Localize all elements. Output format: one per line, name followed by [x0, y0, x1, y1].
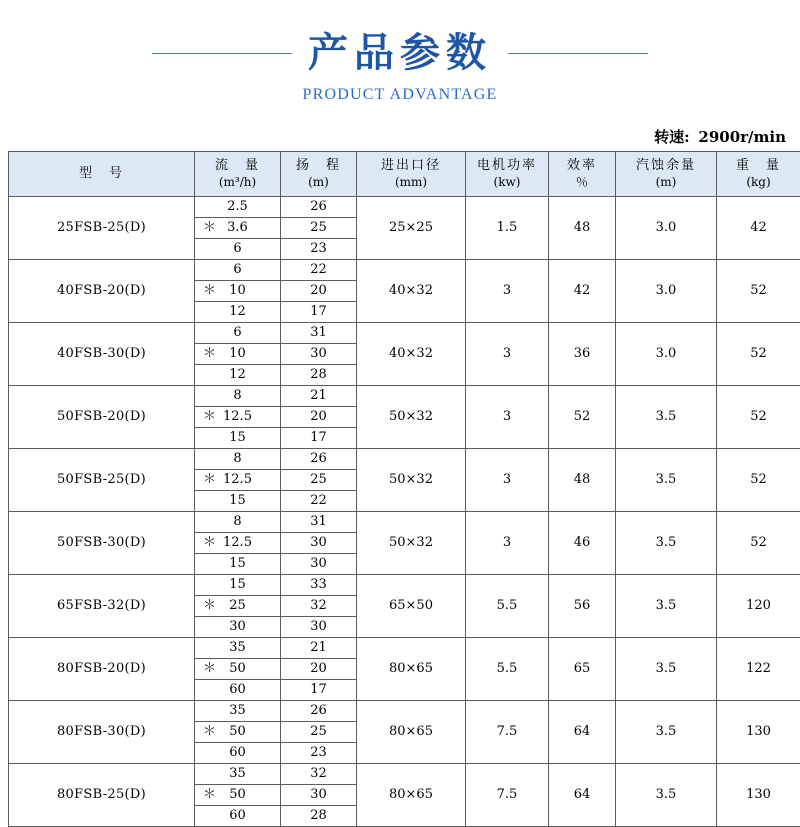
cell-head: 17 — [281, 428, 357, 449]
cell-flow: 30 — [195, 617, 281, 638]
cell-model: 80FSB-25(D) — [9, 764, 195, 827]
title-rule-left — [152, 53, 292, 54]
cell-model: 80FSB-30(D) — [9, 701, 195, 764]
cell-power: 5.5 — [466, 575, 549, 638]
cell-flow: 8 — [195, 449, 281, 470]
cell-power: 3 — [466, 512, 549, 575]
title-row — [0, 30, 800, 76]
cell-head: 26 — [281, 197, 357, 218]
cell-bore: 50×32 — [357, 386, 466, 449]
column-header-flow-main: 流 量 — [195, 158, 280, 174]
column-header-weight — [717, 152, 800, 197]
cell-head: 30 — [281, 533, 357, 554]
cell-power: 3 — [466, 386, 549, 449]
cell-flow: 6 — [195, 323, 281, 344]
table-row — [9, 701, 800, 722]
table-row — [9, 323, 800, 344]
cell-power: 7.5 — [466, 701, 549, 764]
cell-efficiency: 48 — [549, 449, 616, 512]
specification-table — [8, 151, 800, 827]
cell-weight: 52 — [717, 449, 800, 512]
cell-npsh: 3.5 — [616, 575, 717, 638]
cell-head: 23 — [281, 743, 357, 764]
column-header-model — [9, 152, 195, 197]
cell-head: 23 — [281, 239, 357, 260]
column-header-flow — [195, 152, 281, 197]
cell-efficiency: 52 — [549, 386, 616, 449]
cell-bore: 50×32 — [357, 449, 466, 512]
cell-flow: 15 — [195, 428, 281, 449]
column-header-npsh — [616, 152, 717, 197]
cell-model: 50FSB-25(D) — [9, 449, 195, 512]
recommended-star-icon: ＊ — [203, 281, 216, 301]
cell-efficiency: 65 — [549, 638, 616, 701]
cell-npsh: 3.5 — [616, 701, 717, 764]
table-row — [9, 260, 800, 281]
cell-flow: ＊ 10 — [195, 281, 281, 302]
cell-head: 25 — [281, 218, 357, 239]
cell-flow: 15 — [195, 575, 281, 596]
cell-npsh: 3.5 — [616, 512, 717, 575]
rotation-speed-label: 转速: — [654, 128, 690, 146]
column-header-flow-sub: (m³/h) — [195, 175, 280, 190]
cell-weight: 52 — [717, 323, 800, 386]
cell-efficiency: 64 — [549, 701, 616, 764]
cell-flow: 12 — [195, 365, 281, 386]
column-header-head-sub: (m) — [281, 175, 356, 190]
recommended-star-icon: ＊ — [203, 218, 216, 238]
cell-flow: ＊ 50 — [195, 785, 281, 806]
cell-bore: 80×65 — [357, 701, 466, 764]
cell-head: 31 — [281, 512, 357, 533]
column-header-weight-sub: (kg) — [717, 175, 800, 190]
cell-flow: 35 — [195, 764, 281, 785]
cell-weight: 130 — [717, 701, 800, 764]
cell-flow: 6 — [195, 239, 281, 260]
cell-flow: ＊ 25 — [195, 596, 281, 617]
column-header-bore-main: 进出口径 — [357, 158, 465, 174]
cell-head: 28 — [281, 365, 357, 386]
cell-head: 30 — [281, 785, 357, 806]
cell-model: 50FSB-20(D) — [9, 386, 195, 449]
table-row — [9, 764, 800, 785]
cell-flow: ＊ 10 — [195, 344, 281, 365]
column-header-model-main: 型 号 — [9, 166, 194, 182]
column-header-npsh-sub: (m) — [616, 175, 716, 190]
cell-head: 32 — [281, 596, 357, 617]
cell-flow: 60 — [195, 806, 281, 827]
cell-head: 30 — [281, 617, 357, 638]
recommended-star-icon: ＊ — [203, 470, 216, 490]
cell-head: 21 — [281, 386, 357, 407]
cell-head: 26 — [281, 449, 357, 470]
cell-flow: ＊ 50 — [195, 659, 281, 680]
cell-weight: 122 — [717, 638, 800, 701]
table-row — [9, 197, 800, 218]
cell-bore: 65×50 — [357, 575, 466, 638]
column-header-power-sub: (kw) — [466, 175, 548, 190]
cell-head: 31 — [281, 323, 357, 344]
cell-bore: 40×32 — [357, 260, 466, 323]
cell-flow: 6 — [195, 260, 281, 281]
cell-flow: 8 — [195, 386, 281, 407]
table-row — [9, 638, 800, 659]
page-header — [0, 0, 800, 104]
cell-head: 32 — [281, 764, 357, 785]
cell-flow: 60 — [195, 680, 281, 701]
page-subtitle: PRODUCT ADVANTAGE — [0, 86, 800, 104]
cell-head: 33 — [281, 575, 357, 596]
cell-efficiency: 64 — [549, 764, 616, 827]
rotation-speed-value: 2900r/min — [698, 128, 786, 146]
cell-efficiency: 46 — [549, 512, 616, 575]
cell-bore: 40×32 — [357, 323, 466, 386]
cell-model: 65FSB-32(D) — [9, 575, 195, 638]
column-header-efficiency-sub: ％ — [549, 175, 615, 190]
cell-power: 3 — [466, 323, 549, 386]
table-body — [9, 197, 800, 827]
recommended-star-icon: ＊ — [203, 407, 216, 427]
cell-model: 40FSB-20(D) — [9, 260, 195, 323]
cell-npsh: 3.0 — [616, 323, 717, 386]
cell-head: 30 — [281, 554, 357, 575]
cell-power: 3 — [466, 260, 549, 323]
column-header-weight-main: 重 量 — [717, 158, 800, 174]
cell-head: 17 — [281, 302, 357, 323]
cell-head: 25 — [281, 722, 357, 743]
cell-efficiency: 48 — [549, 197, 616, 260]
cell-model: 80FSB-20(D) — [9, 638, 195, 701]
column-header-bore-sub: (mm) — [357, 175, 465, 190]
column-header-efficiency-main: 效率 — [549, 158, 615, 174]
rotation-speed-note — [0, 126, 792, 147]
cell-npsh: 3.0 — [616, 260, 717, 323]
cell-npsh: 3.5 — [616, 764, 717, 827]
cell-head: 26 — [281, 701, 357, 722]
cell-head: 20 — [281, 659, 357, 680]
cell-power: 3 — [466, 449, 549, 512]
table-row — [9, 449, 800, 470]
cell-head: 22 — [281, 491, 357, 512]
table-row — [9, 512, 800, 533]
cell-power: 1.5 — [466, 197, 549, 260]
cell-flow: 12 — [195, 302, 281, 323]
cell-flow: ＊ 3.6 — [195, 218, 281, 239]
cell-head: 30 — [281, 344, 357, 365]
cell-model: 40FSB-30(D) — [9, 323, 195, 386]
cell-head: 28 — [281, 806, 357, 827]
cell-head: 21 — [281, 638, 357, 659]
column-header-head — [281, 152, 357, 197]
cell-weight: 130 — [717, 764, 800, 827]
cell-flow: 8 — [195, 512, 281, 533]
cell-flow: ＊ 12.5 — [195, 470, 281, 491]
cell-head: 20 — [281, 407, 357, 428]
cell-flow: ＊ 50 — [195, 722, 281, 743]
cell-flow: 35 — [195, 701, 281, 722]
cell-efficiency: 42 — [549, 260, 616, 323]
title-rule-right — [508, 53, 648, 54]
recommended-star-icon: ＊ — [203, 344, 216, 364]
cell-flow: ＊ 12.5 — [195, 407, 281, 428]
cell-power: 7.5 — [466, 764, 549, 827]
cell-flow: 15 — [195, 554, 281, 575]
table-row — [9, 575, 800, 596]
recommended-star-icon: ＊ — [203, 785, 216, 805]
cell-npsh: 3.5 — [616, 386, 717, 449]
cell-bore: 80×65 — [357, 764, 466, 827]
cell-flow: ＊ 12.5 — [195, 533, 281, 554]
column-header-efficiency — [549, 152, 616, 197]
cell-npsh: 3.5 — [616, 638, 717, 701]
recommended-star-icon: ＊ — [203, 722, 216, 742]
cell-head: 22 — [281, 260, 357, 281]
cell-flow: 60 — [195, 743, 281, 764]
column-header-head-main: 扬 程 — [281, 158, 356, 174]
recommended-star-icon: ＊ — [203, 596, 216, 616]
column-header-npsh-main: 汽蚀余量 — [616, 158, 716, 174]
table-header-row — [9, 152, 800, 197]
cell-npsh: 3.0 — [616, 197, 717, 260]
cell-weight: 52 — [717, 512, 800, 575]
cell-flow: 35 — [195, 638, 281, 659]
cell-head: 17 — [281, 680, 357, 701]
cell-head: 25 — [281, 470, 357, 491]
cell-weight: 42 — [717, 197, 800, 260]
column-header-bore — [357, 152, 466, 197]
column-header-power — [466, 152, 549, 197]
cell-bore: 50×32 — [357, 512, 466, 575]
cell-weight: 52 — [717, 386, 800, 449]
recommended-star-icon: ＊ — [203, 659, 216, 679]
cell-npsh: 3.5 — [616, 449, 717, 512]
cell-flow: 2.5 — [195, 197, 281, 218]
cell-weight: 52 — [717, 260, 800, 323]
cell-flow: 15 — [195, 491, 281, 512]
recommended-star-icon: ＊ — [203, 533, 216, 553]
column-header-power-main: 电机功率 — [466, 158, 548, 174]
page-title: 产品参数 — [292, 30, 508, 76]
cell-efficiency: 36 — [549, 323, 616, 386]
cell-weight: 120 — [717, 575, 800, 638]
cell-model: 50FSB-30(D) — [9, 512, 195, 575]
cell-efficiency: 56 — [549, 575, 616, 638]
cell-bore: 80×65 — [357, 638, 466, 701]
cell-head: 20 — [281, 281, 357, 302]
cell-model: 25FSB-25(D) — [9, 197, 195, 260]
cell-bore: 25×25 — [357, 197, 466, 260]
table-header — [9, 152, 800, 197]
cell-power: 5.5 — [466, 638, 549, 701]
table-row — [9, 386, 800, 407]
